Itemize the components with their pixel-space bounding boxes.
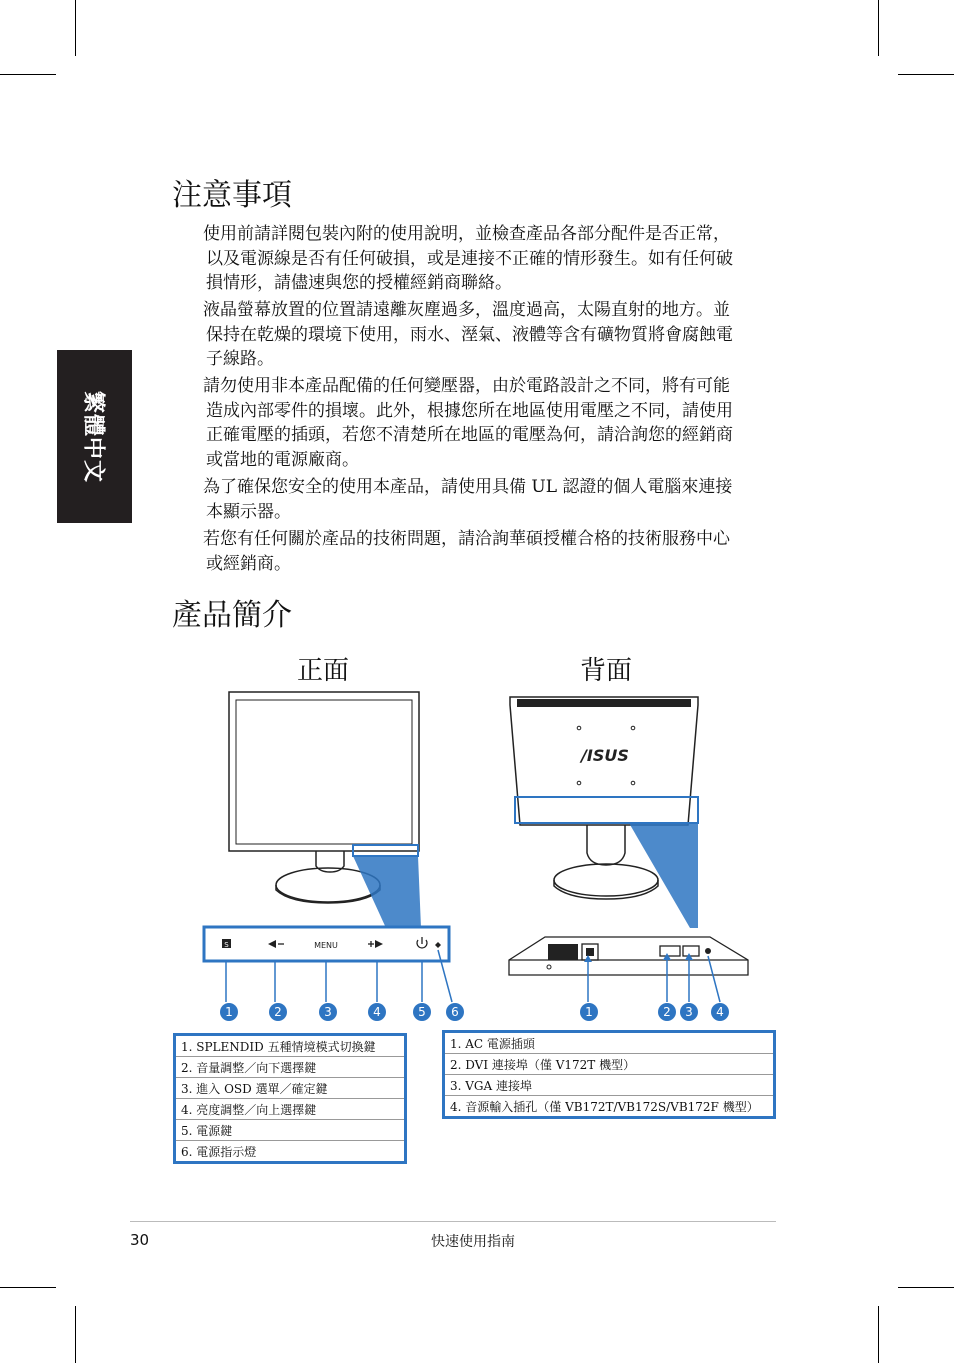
table-cell: 3. 進入 OSD 選單／確定鍵	[175, 1078, 406, 1099]
paragraph-line: 子線路。	[206, 349, 274, 370]
table-cell: 1. SPLENDID 五種情境模式切換鍵	[175, 1035, 406, 1057]
front-callout-5: 5	[418, 1005, 426, 1019]
paragraph-line: 本顯示器。	[206, 501, 291, 522]
table-row	[444, 1054, 775, 1075]
back-legend-table	[442, 1030, 776, 1119]
paragraph-line: 若您有任何關於產品的技術問題，請洽詢華碩授權合格的技術服務中心	[203, 529, 730, 549]
back-callout-1: 1	[585, 1005, 593, 1019]
table-row	[175, 1078, 406, 1099]
paragraph-line: 或當地的電源廠商。	[206, 449, 359, 470]
back-callout-4: 4	[716, 1005, 724, 1019]
paragraph-line: 使用前請詳閱包裝內附的使用說明，並檢查產品各部分配件是否正常，	[203, 224, 730, 244]
footer-divider	[130, 1221, 776, 1222]
table-row	[175, 1035, 406, 1057]
front-legend-table	[173, 1033, 407, 1164]
front-label: 正面	[297, 656, 350, 686]
paragraph-line: 為了確保您安全的使用本產品，請使用具備 UL 認證的個人電腦來連接	[203, 477, 733, 497]
asus-logo: /ISUS	[581, 746, 629, 765]
front-callout-6: 6	[451, 1005, 459, 1019]
paragraph-line: 正確電壓的插頭，若您不清楚所在地區的電壓為何，請洽詢您的經銷商	[206, 425, 733, 446]
table-row	[175, 1099, 406, 1120]
menu-button-label: MENU	[314, 941, 338, 950]
paragraph-line: 請勿使用非本產品配備的任何變壓器，由於電路設計之不同，將有可能	[203, 376, 730, 396]
table-row	[175, 1057, 406, 1078]
table-cell: 4. 音源輸入插孔（僅 VB172T/VB172S/VB172F 機型）	[444, 1096, 775, 1118]
language-tab-label: 繁體中文	[80, 390, 105, 483]
table-row	[444, 1032, 775, 1054]
table-cell: 2. DVI 連接埠（僅 V172T 機型）	[444, 1054, 775, 1075]
front-callout-4: 4	[373, 1005, 381, 1019]
section-title-notice: 注意事項	[172, 178, 292, 213]
section-title-product: 產品簡介	[172, 598, 292, 633]
table-cell: 6. 電源指示燈	[175, 1141, 406, 1163]
table-cell: 3. VGA 連接埠	[444, 1075, 775, 1096]
front-callout-1: 1	[225, 1005, 233, 1019]
front-callout-2: 2	[274, 1005, 282, 1019]
splendid-badge: S	[224, 941, 229, 949]
back-callout-2: 2	[663, 1005, 671, 1019]
table-cell: 1. AC 電源插頭	[444, 1032, 775, 1054]
paragraph-line: 保持在乾燥的環境下使用，雨水、溼氣、液體等含有礦物質將會腐蝕電	[206, 324, 733, 345]
table-cell: 2. 音量調整／向下選擇鍵	[175, 1057, 406, 1078]
table-cell: 4. 亮度調整／向上選擇鍵	[175, 1099, 406, 1120]
paragraph-line: 或經銷商。	[206, 553, 291, 574]
paragraph-line: 液晶螢幕放置的位置請遠離灰塵過多，溫度過高，太陽直射的地方。並	[203, 300, 730, 320]
table-row	[444, 1075, 775, 1096]
paragraph-line: 以及電源線是否有任何破損，或是連接不正確的情形發生。如有任何破	[206, 248, 733, 269]
front-callout-3: 3	[324, 1005, 332, 1019]
table-row	[175, 1120, 406, 1141]
table-row	[444, 1096, 775, 1118]
guide-title: 快速使用指南	[431, 1234, 515, 1250]
back-callout-3: 3	[685, 1005, 693, 1019]
back-label: 背面	[580, 656, 633, 686]
table-row	[175, 1141, 406, 1163]
paragraph-line: 損情形，請儘速與您的授權經銷商聯絡。	[206, 273, 512, 294]
table-cell: 5. 電源鍵	[175, 1120, 406, 1141]
page-number: 30	[130, 1231, 150, 1249]
paragraph-line: 造成內部零件的損壞。此外，根據您所在地區使用電壓之不同，請使用	[206, 400, 733, 421]
